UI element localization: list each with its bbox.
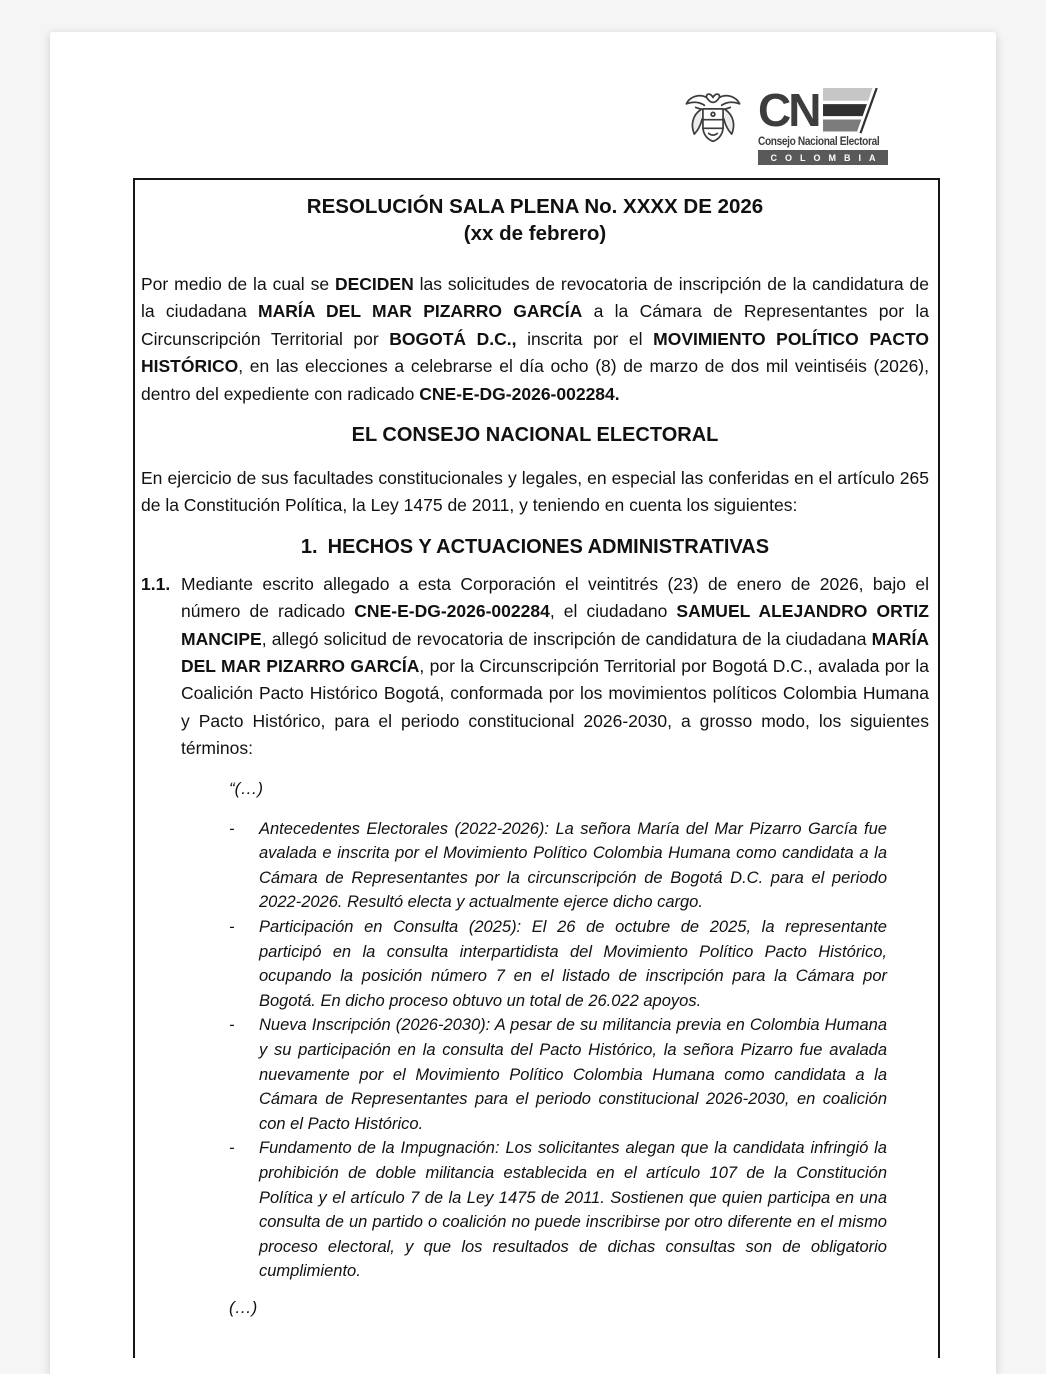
resolution-title-line-2: (xx de febrero) — [463, 222, 607, 245]
quote-item-text: Fundamento de la Impugnación: Los solicitantes alegan que la candidata infringió la prohibición de doble militancia establecida en el artículo 107 de la Constitución Política y el artículo 7 de la Ley 1475 de 2011. Sostienen que quien participa en una consulta de un partido o coalición no puede inscribirse por otro diferente en el mismo proceso electoral, y que los resultados de dichas consultas son de obligatorio cumplimiento. — [259, 1139, 887, 1281]
dash-marker: - — [229, 918, 235, 937]
resolution-title-line-1: RESOLUCIÓN SALA PLENA No. XXXX DE 2026 — [306, 195, 764, 218]
item-1-1-paragraph: Mediante escrito allegado a esta Corporación el veintitrés (23) de enero de 2026, bajo el número de radicado CNE-E-DG-2026-002284, el ciudadano SAMUEL ALEJANDRO ORTIZ MANCIPE, allegó solicitud de revocatoria de inscripción de candidatura de la ciudadana MARÍA DEL MAR PIZARRO GARCÍA, por la Circunscripción Territorial por Bogotá D.C., avalada por la Coalición Pacto Histórico Bogotá, conformada por los movimientos políticos Colombia Humana y Pacto Histórico, para el periodo constitucional 2026-2030, a grosso modo, los siguientes términos: — [181, 573, 929, 759]
dash-marker: - — [229, 1139, 235, 1158]
document-page — [50, 32, 996, 1374]
quote-item-text: Nueva Inscripción (2026-2030): A pesar de su militancia previa en Colombia Humana y su participación en la consulta del Pacto Histórico, la señora Pizarro fue avalada nuevamente por el Movimiento Político Colombia Humana como candidata a la Cámara de Representantes para el periodo constitucional 2026-2030, en coalición con el Pacto Histórico. — [259, 1016, 887, 1133]
quote-closer: (…) — [229, 1297, 258, 1317]
quote-item-text: Participación en Consulta (2025): El 26 de octubre de 2025, la representante participó en la consulta interpartidista del Movimiento Político Pacto Histórico, ocupando la posición número 7 en el listado de inscripción para la Cámara por Bogotá. En dicho proceso obtuvo un total de 26.022 apoyos. — [259, 918, 887, 1010]
quote-opener: “(…) — [229, 778, 263, 798]
item-1-1-number: 1.1. — [141, 573, 171, 594]
quote-item — [229, 1136, 887, 1284]
cne-country-bar: COLOMBIA — [758, 150, 888, 165]
intro-paragraph: Por medio de la cual se DECIDEN las solicitudes de revocatoria de inscripción de la candidatura de la ciudadana MARÍA DEL MAR PIZARRO GARCÍA a la Cámara de Representantes por la Circunscripción Territorial por BOGOTÁ D.C., inscrita por el MOVIMIENTO POLÍTICO PACTO HISTÓRICO, en las elecciones a celebrarse el día ocho (8) de marzo de dos mil veintiséis (2026), dentro del expediente con radicado CNE-E-DG-2026-002284. — [141, 274, 929, 404]
resolution-frame — [133, 178, 940, 1358]
court-heading: EL CONSEJO NACIONAL ELECTORAL — [351, 424, 719, 447]
dash-marker: - — [229, 819, 235, 838]
colombia-coat-of-arms-icon — [677, 88, 749, 160]
quote-item — [229, 817, 887, 915]
section-1-number: 1. — [300, 535, 318, 558]
quote-item-list — [229, 817, 887, 1284]
section-1-title: HECHOS Y ACTUACIONES ADMINISTRATIVAS — [327, 535, 770, 558]
cne-org-name: Consejo Nacional Electoral — [758, 136, 880, 148]
powers-paragraph: En ejercicio de sus facultades constitucionales y legales, en especial las conferidas en el artículo 265 de la Constitución Política, la Ley 1475 de 2011, y teniendo en cuenta los siguientes: — [141, 468, 929, 516]
quote-item — [229, 915, 887, 1013]
quote-item — [229, 1013, 887, 1136]
section-1-heading — [141, 534, 929, 561]
cne-wordmark — [758, 84, 888, 165]
resolution-title — [141, 193, 929, 247]
cne-flag-stripes-e-icon — [821, 88, 883, 134]
item-1-1 — [141, 571, 929, 763]
cne-logo — [133, 84, 940, 163]
cne-acronym-letters: CN — [758, 84, 819, 136]
quote-block — [141, 777, 929, 1320]
dash-marker: - — [229, 1016, 235, 1035]
quote-item-text: Antecedentes Electorales (2022-2026): La señora María del Mar Pizarro García fue avalada e inscrita por el Movimiento Político Colombia Humana como candidata a la Cámara de Representantes por la circunscripción de Bogotá D.C. para el periodo 2022-2026. Resultó electa y actualmente ejerce dicho cargo. — [259, 819, 887, 912]
